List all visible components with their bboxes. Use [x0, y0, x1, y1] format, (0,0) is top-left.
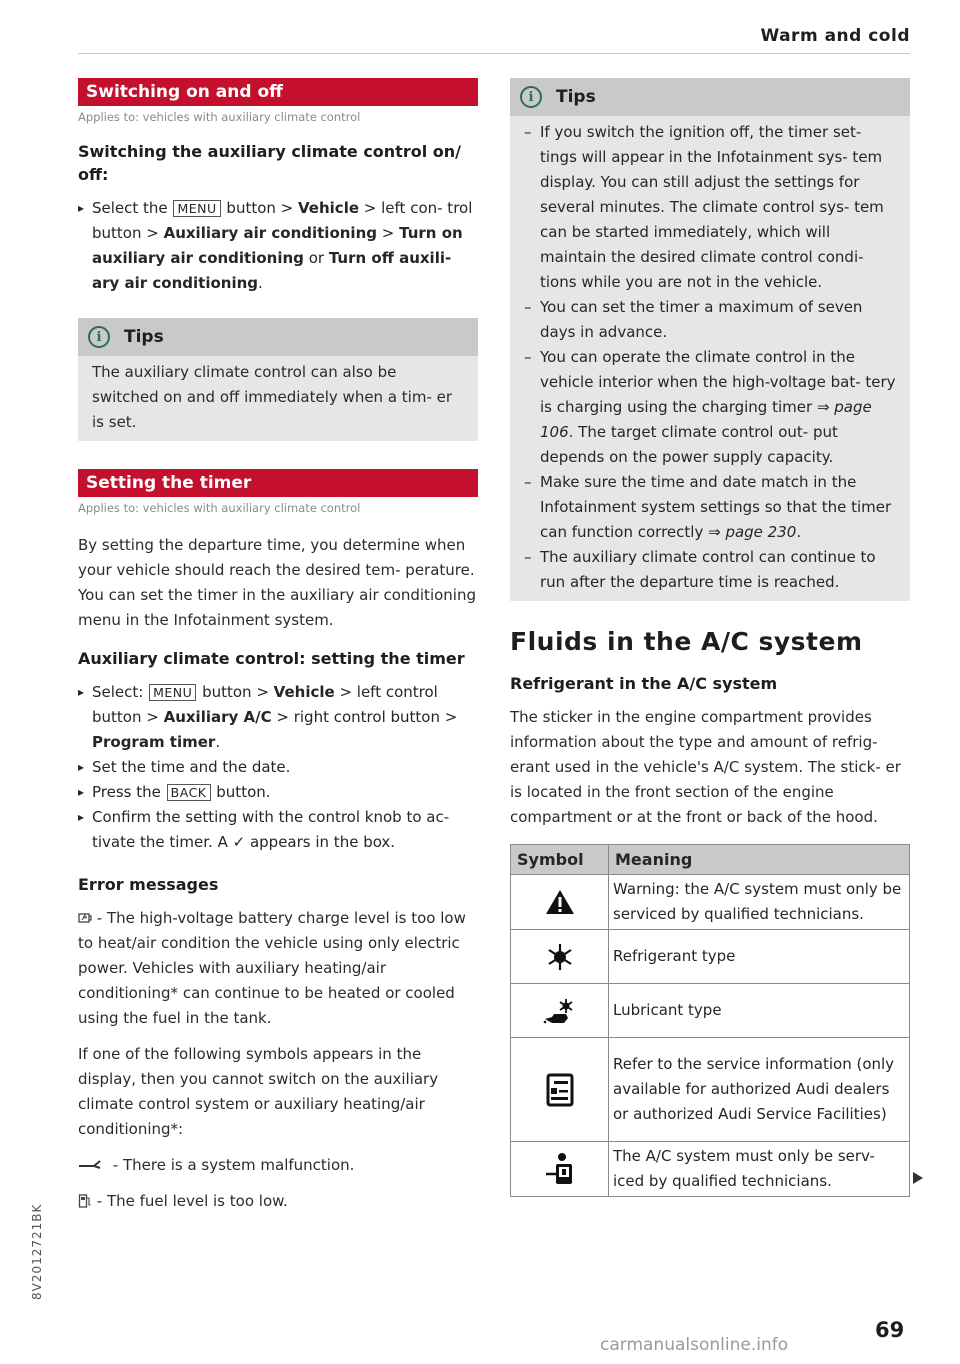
right-column: [510, 78, 910, 1197]
table-row: [511, 984, 910, 1038]
meaning-cell: The A/C system must only be serv- iced by qualified technicians.: [609, 1142, 910, 1197]
step-timer-2: ▸ Set the time and the date.: [78, 755, 478, 780]
applies-note: Applies to: vehicles with auxiliary climate control: [78, 110, 361, 124]
tip-item-ignition: – If you switch the ignition off, the timer set- tings will appear in the Infotainment sys- tem display. You can still adjust the settings for several minutes. The climate control sys- tem can be started immediately, which will maintain the desired climate control condi- tions while you are not in the vehicle.: [524, 120, 898, 295]
timer-intro: By setting the departure time, you determine when your vehicle should reach the desired tem- perature. You can set the timer in the auxiliary air conditioning menu in the Infotainment system.: [78, 536, 476, 629]
error-message-malfunction: - There is a system malfunction.: [78, 1153, 478, 1178]
col-symbol: Symbol: [511, 845, 609, 875]
fuel-pump-icon: [78, 1193, 92, 1208]
document-code: 8V2012721BK: [30, 1203, 44, 1300]
continue-arrow-icon: [913, 1172, 923, 1184]
page-ref-link[interactable]: ⇒ page 106: [540, 398, 872, 441]
meaning-cell: Refrigerant type: [609, 930, 910, 984]
tips-header: i Tips: [78, 318, 478, 356]
warning-triangle-icon: [545, 889, 575, 915]
step-timer-3: ▸ Press the BACK button.: [78, 780, 478, 805]
step-timer-1: ▸ Select: MENU button > Vehicle > left control button > Auxiliary A/C > right control button > Program timer.: [78, 680, 478, 755]
meaning-cell: Refer to the service information (only available for authorized Audi dealers or authorized Audi Service Facilities): [609, 1038, 910, 1142]
page-number: 69: [875, 1318, 905, 1342]
menu-key: MENU: [149, 684, 196, 701]
applies-note: Applies to: vehicles with auxiliary climate control: [78, 501, 361, 515]
refrigerant-heading: Refrigerant in the A/C system: [510, 674, 778, 693]
tips-box-left: [78, 318, 478, 441]
tips-text: The auxiliary climate control can also be switched on and off immediately when a tim- er is set.: [92, 363, 453, 431]
snowflake-refrigerant-icon: [545, 942, 575, 972]
service-book-icon: [546, 1073, 574, 1107]
malfunction-icon: [78, 1159, 108, 1169]
table-row: [511, 1038, 910, 1142]
battery-plug-icon: [78, 911, 92, 924]
table-row: [511, 930, 910, 984]
tip-item-date: – Make sure the time and date match in the Infotainment system settings so that the timer can function correctly ⇒ page 230.: [524, 470, 898, 545]
menu-key: MENU: [173, 200, 220, 217]
heading-timer: Auxiliary climate control: setting the timer: [78, 649, 465, 668]
left-column: [78, 78, 478, 1214]
step-timer-4: ▸ Confirm the setting with the control knob to ac- tivate the timer. A ✓ appears in the box.: [78, 805, 478, 855]
symbols-intro: If one of the following symbols appears in the display, then you cannot switch on the auxiliary climate control system or auxiliary heating/air conditioning*:: [78, 1045, 439, 1138]
info-icon: i: [520, 86, 542, 108]
section-title-timer: Setting the timer: [78, 469, 478, 497]
table-row: [511, 1142, 910, 1197]
col-meaning: Meaning: [609, 845, 910, 875]
section-title-switching: Switching on and off: [78, 78, 478, 106]
meaning-cell: Lubricant type: [609, 984, 910, 1038]
back-key: BACK: [167, 784, 211, 801]
error-message-battery: - The high-voltage battery charge level is too low to heat/air condition the vehicle using only electric power. Vehicles with auxiliary heating/air conditioning* can continue to be heated or cooled using the fuel in the tank.: [78, 909, 466, 1027]
tip-item-continue: – The auxiliary climate control can continue to run after the departure time is reached.: [524, 545, 898, 595]
info-icon: i: [88, 326, 110, 348]
error-message-fuel: - The fuel level is too low.: [78, 1189, 478, 1214]
symbol-table: [510, 844, 910, 1197]
header-rule: [78, 53, 910, 54]
tip-item-charging: – You can operate the climate control in the vehicle interior when the high-voltage bat- tery is charging using the charging timer ⇒ page 106. The target climate control out- put depends on the power supply capacity.: [524, 345, 898, 470]
tip-item-seven-days: – You can set the timer a maximum of seven days in advance.: [524, 295, 898, 345]
fluids-title: Fluids in the A/C system: [510, 627, 863, 656]
table-row: [511, 875, 910, 930]
running-head: Warm and cold: [760, 26, 910, 46]
technician-icon: [544, 1152, 576, 1186]
heading-switching: Switching the auxiliary climate control on/ off:: [78, 142, 461, 184]
heading-error-messages: Error messages: [78, 875, 219, 894]
refrigerant-paragraph: The sticker in the engine compartment provides information about the type and amount of refrig- erant used in the vehicle's A/C system. The stick- er is located in the front section of the engine compartment or at the front or back of the hood.: [510, 708, 901, 826]
tips-header: i Tips: [510, 78, 910, 116]
oil-can-icon: [542, 997, 578, 1025]
step-switching: ▸ Select the MENU button > Vehicle > left con- trol button > Auxiliary air conditioning > Turn on auxiliary air conditioning or Turn off auxili- ary air conditioning.: [78, 196, 478, 296]
tips-box-right: [510, 78, 910, 601]
watermark: carmanualsonline.info: [600, 1335, 789, 1355]
meaning-cell: Warning: the A/C system must only be serviced by qualified technicians.: [609, 875, 910, 930]
page-ref-link[interactable]: ⇒ page 230: [708, 523, 797, 541]
